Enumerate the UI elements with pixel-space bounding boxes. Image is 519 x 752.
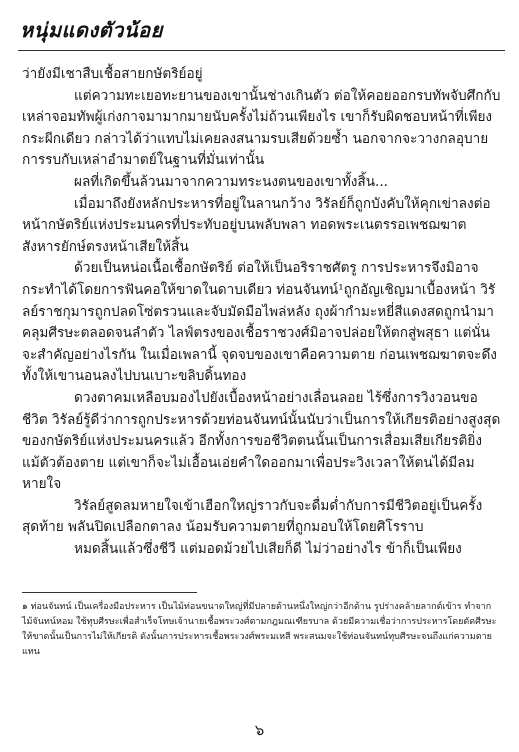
paragraph: ดวงตาคมเหลือบมองไปยังเบื้องหน้าอย่างเลื่อนลอย ไร้ซึ่งการวิงวอนขอชีวิต วิรัลย์รู้ดีว่าการถูกประหารด้วยท่อนจันทน์นั้นนับว่าเป็นการให้เกียรติอย่างสูงสุดของกษัตริย์แห่งประมนครแล้ว อีกทั้งการขอชีวิตตนนั้นเป็นการเสื่อมเสียเกียรติยิ่ง แม้ตัวต้องตาย แต่เขาก็จะไม่เอื้อนเอ่ยคำใดออกมาเพื่อประวิงเวลาให้ตนได้มีลมหายใจ: [22, 389, 501, 493]
paragraph: ด้วยเป็นหน่อเนื้อเชื้อกษัตริย์ ต่อให้เป็นอริราชศัตรู การประหารจึงมิอาจกระทำได้โดยการฟันคอให้ขาดในดาบเดียว ท่อนจันทน์¹ถูกอัญเชิญมาเบื้องหน้า วิรัลย์ราชกุมารถูกปลดโซ่ตรวนและจับมัดมือไพล่หลัง ถุงผ้ากำมะหยี่สีแดงสดถูกนำมาคลุมศีรษะตลอดจนลำตัว ไลฟ์ตรงของเชื้อราชวงศ์มิอาจปล่อยให้ตกสู่พสุธา แต่นั่นจะสำคัญอย่างไรกัน ในเมื่อเพลานี้ จุดจบของเขาคือความตาย ก่อนเพชฌฆาตจะดึงทั้งให้เขานอนลงไปบนเบาะขลิบดิ้นทอง: [22, 260, 497, 385]
paragraph: ว่ายังมีเชาสืบเชื้อสายกษัตริย์อยู่: [22, 66, 203, 82]
running-header-title: หนุ่มแดงตัวน้อย: [20, 18, 163, 42]
footnote-text: ๑ ท่อนจันทน์ เป็นเครื่องมือประหาร เป็นไม้ท่อนขนาดใหญ่ที่มีปลายด้านหนึ่งใหญ่กว่าอีกด้าน รูปร่างคล้ายลากต์เข้าร ทำจากไม้จันทน์หอม ใช้ทุบศีรษะเพื่อสำเร็จโทษเจ้านายเชื้อพระวงศ์ตามกฎมณเฑียรบาล ด้วยมีความเชื่อว่าการประหารโดยตัดศีรษะให้ขาดนั้นเป็นการไม่ให้เกียรติ ดังนั้นการประหารเชื้อพระวงศ์พระมเหสี พระสนมจะใช้ท่อนจันทน์ทุบศีรษะจนถึงแก่ความตายแทน: [22, 602, 497, 657]
body-text: [22, 64, 501, 561]
paragraph: เมื่อมาถึงยังหลักประหารที่อยู่ในลานกว้าง วิรัลย์ก็ถูกบังคับให้คุกเข่าลงต่อหน้ากษัตริย์แห่งประมนครที่ประทับอยู่บนพลับพลา ทอดพระเนตรรอเพชฌฆาตสังหารยักษ์ตรงหน้าเสียให้สิ้น: [22, 195, 491, 255]
paragraph: ผลที่เกิดขึ้นล้วนมาจากความทระนงตนของเขาทั้งสิ้น...: [74, 173, 388, 190]
page-number: ๖: [254, 721, 265, 739]
footnote-rule: [22, 592, 197, 593]
footnote: [22, 600, 501, 660]
header-rule: [18, 50, 505, 51]
paragraph: วิรัลย์สูดลมหายใจเข้าเฮือกใหญ่ราวกับจะดื่มด่ำกับการมีชีวิตอยู่เป็นครั้งสุดท้าย พลันปิดเปลือกตาลง น้อมรับความตายที่ถูกมอบให้โดยศิโรราบ: [22, 497, 483, 536]
paragraph: หมดสิ้นแล้วซึ่งชีวี แต่มอดม้วยไปเสียก็ดี ไม่ว่าอย่างไร ข้าก็เป็นเพียง: [74, 541, 462, 558]
paragraph: แต่ความทะเยอทะยานของเขานั้นช่างเกินตัว ต่อให้คอยออกรบทัพจับศึกกับเหล่าจอมทัพผู้เก่งกาจมามากมายนับครั้งไม่ถ้วนเพียงไร เขาก็รับผิดชอบหน้าที่เพียงกระผีกเดียว กล่าวได้ว่าแทบไม่เคยลงสนามรบเสียด้วยซ้ำ นอกจากจะวางกลอุบายการรบกับเหล่าอำมาตย์ในฐานที่มั่นเท่านั้น: [22, 87, 501, 169]
